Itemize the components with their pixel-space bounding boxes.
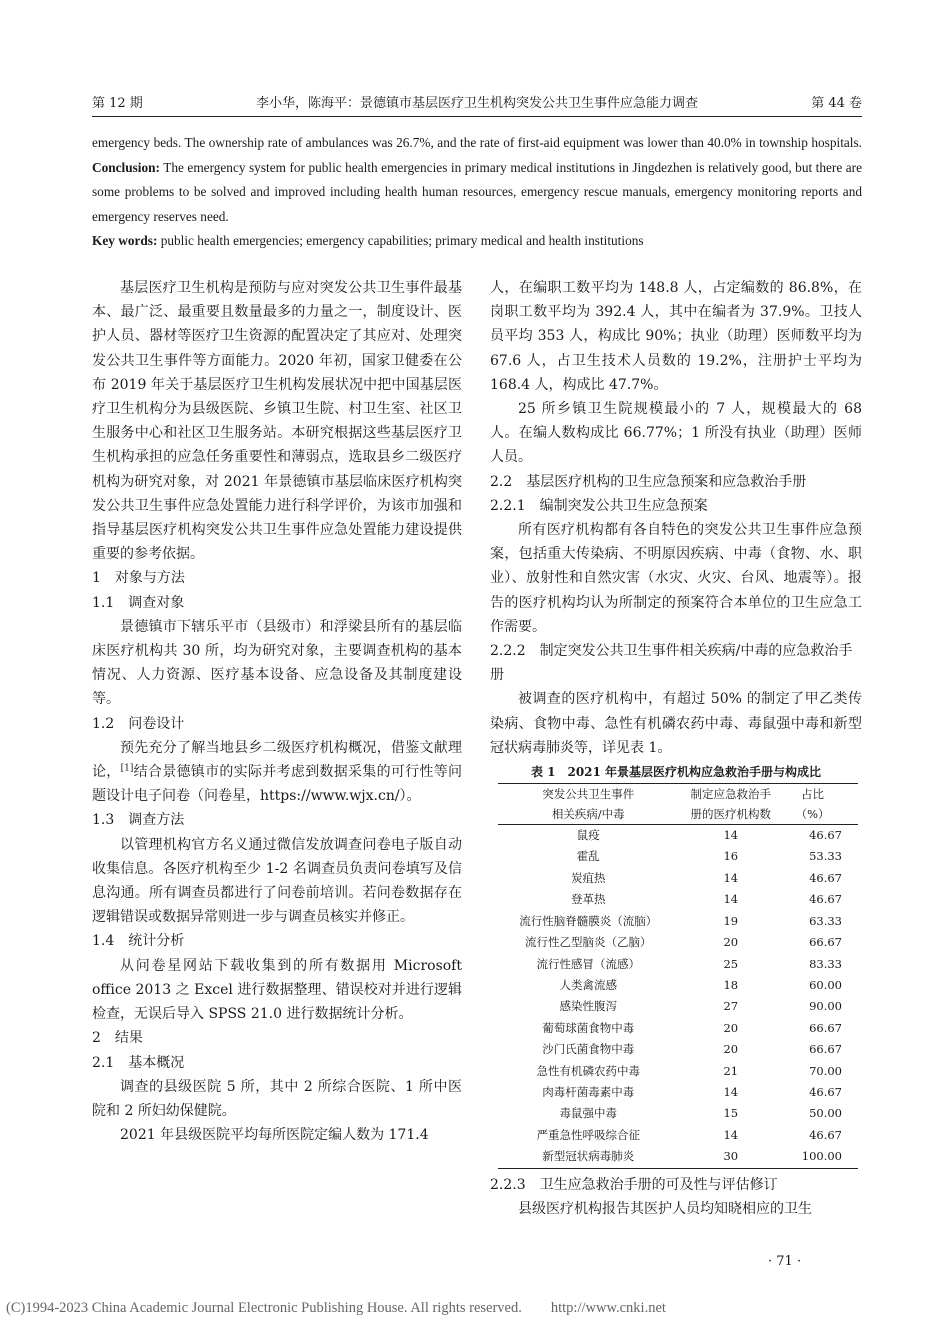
cell-disease: 肉毒杆菌毒素中毒 — [542, 1084, 635, 1099]
cell-count: 14 — [723, 1084, 739, 1099]
cell-count: 30 — [679, 1146, 784, 1168]
col-header-count: 制定应急救治手 — [679, 784, 784, 805]
cell-disease: 霍乱 — [576, 849, 600, 864]
conclusion-label: Conclusion: — [92, 159, 160, 175]
header-title: 李小华，陈海平：景德镇市基层医疗卫生机构突发公共卫生事件应急能力调查 — [255, 96, 698, 111]
cell-count: 25 — [723, 956, 739, 971]
table-row — [498, 1039, 858, 1060]
table-row — [498, 846, 858, 867]
cell-count: 18 — [723, 977, 739, 992]
table-row — [498, 868, 858, 889]
table-1 — [498, 783, 858, 1169]
paragraph: 调查的县级医院 5 所，其中 2 所综合医院、1 所中医院和 2 所妇幼保健院。 — [92, 1078, 462, 1119]
cell-disease: 沙门氏菌食物中毒 — [542, 1042, 635, 1057]
cell-disease: 严重急性呼吸综合征 — [536, 1127, 640, 1142]
cell-pct: 46.67 — [809, 1127, 842, 1142]
section-heading: 2 结果 — [92, 1030, 143, 1047]
cell-disease: 新型冠状病毒肺炎 — [498, 1146, 679, 1168]
table-row — [498, 1061, 858, 1082]
left-column — [92, 276, 462, 1147]
table-row — [498, 932, 858, 953]
subsection-heading: 2.2 基层医疗机构的卫生应急预案和应急救治手册 — [490, 473, 807, 490]
col-header-count-2: 册的医疗机构数 — [679, 804, 784, 825]
col-header-pct: 占比 — [783, 784, 858, 805]
text: 预先充分了解当地县乡二级医疗机构概况，借鉴文献理论， — [92, 739, 462, 781]
cell-pct: 63.33 — [809, 913, 842, 928]
paragraph: 所有医疗机构都有各自特色的突发公共卫生事件应急预案，包括重大传染病、不明原因疾病、中毒（食物、水、职业）、放射性和自然灾害（水灾、火灾、台风、地震等）。报告的医疗机构均认为所制定的预案符合本单位的卫生应急工作需要。 — [490, 522, 862, 635]
cell-count: 14 — [723, 828, 739, 843]
cell-count: 20 — [723, 1042, 739, 1057]
paragraph: 25 所乡镇卫生院规模最小的 7 人，规模最大的 68 人。在编人数构成比 66.77%；1 所没有执业（助理）医师人员。 — [490, 401, 862, 466]
cell-pct: 66.67 — [809, 1020, 842, 1035]
paragraph: 景德镇市下辖乐平市（县级市）和浮梁县所有的基层临床医疗机构共 30 所，均为研究对象，主要调查机构的基本情况、人力资源、医疗基本设备、应急设备及其制度建设等。 — [92, 618, 462, 708]
col-header-pct-2: （%） — [783, 804, 858, 825]
cell-disease: 鼠疫 — [576, 828, 600, 843]
paragraph: 被调查的医疗机构中，有超过 50% 的制定了甲乙类传染病、食物中毒、急性有机磷农药中毒、毒鼠强中毒和新型冠状病毒肺炎等，详见表 1。 — [490, 691, 862, 756]
cell-pct: 50.00 — [809, 1106, 842, 1121]
cell-disease: 感染性腹泻 — [559, 999, 617, 1014]
cell-count: 14 — [723, 892, 739, 907]
subsubsection-heading: 2.2.1 编制突发公共卫生应急预案 — [490, 497, 708, 514]
cell-pct: 60.00 — [809, 977, 842, 992]
keywords-label: Key words: — [92, 233, 158, 248]
table-row — [498, 911, 858, 932]
subsection-heading: 1.4 统计分析 — [92, 933, 185, 950]
table-row — [498, 1103, 858, 1124]
cell-disease: 毒鼠强中毒 — [559, 1106, 617, 1121]
citation-ref[interactable]: [1] — [120, 763, 134, 774]
table-row — [498, 1146, 858, 1168]
cell-count: 16 — [723, 849, 739, 864]
cell-disease: 流行性乙型脑炎（乙脑） — [525, 935, 652, 950]
header-volume: 第 44 卷 — [811, 96, 862, 111]
intro-paragraph: 基层医疗卫生机构是预防与应对突发公共卫生事件最基本、最广泛、最重要且数量最多的力量之一，制度设计、医护人员、器材等医疗卫生资源的配置决定了其应对、处理突发公共卫生事件等方面能力。2020 年初，国家卫健委在公布 2019 年关于基层医疗卫生机构发展状况中把中国基层医疗卫生机构分为县级医院、乡镇卫生院、村卫生室、社区卫生服务中心和社区卫生服务站。本研究根据这些基层医疗卫生机构承担的应急任务重要性和薄弱点，选取县乡二级医疗机构为研究对象，对 2021 年景德镇市基层临床医疗机构突发公共卫生事件应急处置能力进行科学评价，为该市加强和指导基层医疗机构突发公共卫生事件应急处置能力建设提供重要的参考依据。 — [92, 280, 462, 563]
table-row — [498, 996, 858, 1017]
table-caption: 表 1 2021 年景基层医疗机构应急救治手册与构成比 — [530, 765, 822, 780]
cell-pct: 70.00 — [809, 1063, 842, 1078]
table-row — [498, 954, 858, 975]
table-row — [498, 1082, 858, 1103]
cell-count: 14 — [723, 1127, 739, 1142]
cell-pct: 46.67 — [809, 828, 842, 843]
table-row — [498, 889, 858, 910]
table-row — [498, 975, 858, 996]
paragraph — [92, 736, 462, 809]
right-column — [490, 276, 862, 1221]
cell-disease: 葡萄球菌食物中毒 — [542, 1020, 635, 1035]
abstract-text-1: emergency beds. The ownership rate of ambulances was 26.7%, and the rate of first-aid equipment was lower than 40.0% in township hospitals. — [92, 135, 862, 150]
subsection-heading: 2.1 基本概况 — [92, 1054, 185, 1071]
subsubsection-heading: 2.2.2 制定突发公共卫生事件相关疾病/中毒的应急救治手册 — [490, 643, 853, 684]
table-row — [498, 1125, 858, 1146]
header-issue: 第 12 期 — [92, 96, 143, 111]
cell-pct: 46.67 — [809, 870, 842, 885]
subsection-heading: 1.1 调查对象 — [92, 594, 185, 611]
copyright-footer: (C)1994-2023 China Academic Journal Electronic Publishing House. All rights reserved. http://www.cnki.net — [6, 1300, 666, 1316]
keywords-text: public health emergencies; emergency capabilities; primary medical and health institutions — [157, 233, 644, 248]
table-row — [498, 1018, 858, 1039]
cell-count: 27 — [723, 999, 739, 1014]
header-rule — [92, 116, 862, 117]
running-header — [92, 92, 862, 114]
col-header-disease: 突发公共卫生事件 — [498, 784, 679, 805]
cell-pct: 100.00 — [783, 1146, 858, 1168]
cell-count: 19 — [723, 913, 739, 928]
cell-disease: 流行性感冒（流感） — [536, 956, 640, 971]
cell-pct: 46.67 — [809, 892, 842, 907]
cell-disease: 登革热 — [571, 892, 606, 907]
cell-disease: 炭疽热 — [571, 870, 606, 885]
cell-count: 21 — [723, 1063, 739, 1078]
abstract-text-2: The emergency system for public health emergencies in primary medical institutions in Jingdezhen is relatively good, but there are some problems to be solved and improved including health human resources, emergency rescue manuals, emergency monitoring reports and emergency reserves need. — [92, 159, 862, 224]
cell-disease: 流行性脑脊髓膜炎（流脑） — [519, 913, 658, 928]
cell-count: 20 — [723, 1020, 739, 1035]
paragraph: 以管理机构官方名义通过微信发放调查问卷电子版自动收集信息。各医疗机构至少 1-2 名调查员负责问卷填写及信息沟通。所有调查员都进行了问卷前培训。若问卷数据存在逻辑错误或数据异常则进一步与调查员核实并修正。 — [92, 836, 462, 926]
paragraph: 县级医疗机构报告其医护人员均知晓相应的卫生 — [518, 1200, 812, 1217]
paragraph: 2021 年县级医院平均每所医院定编人数为 171.4 — [120, 1127, 429, 1144]
cell-count: 20 — [723, 935, 739, 950]
table-row — [498, 825, 858, 847]
subsubsection-heading: 2.2.3 卫生应急救治手册的可及性与评估修订 — [490, 1176, 778, 1193]
cell-disease: 人类禽流感 — [559, 977, 617, 992]
cell-pct: 53.33 — [809, 849, 842, 864]
cell-count: 14 — [723, 870, 739, 885]
cell-pct: 90.00 — [809, 999, 842, 1014]
paragraph: 从问卷星网站下载收集到的所有数据用 Microsoft office 2013 之 Excel 进行数据整理、错误校对并进行逻辑检查，无误后导入 SPSS 21.0 进行数据统计分析。 — [92, 957, 462, 1023]
cell-count: 15 — [723, 1106, 739, 1121]
text: 结合景德镇市的实际并考虑到数据采集的可行性等问题设计电子问卷（问卷星，https://www.wjx.cn/）。 — [92, 764, 463, 805]
english-abstract — [92, 131, 862, 254]
page-number: · 71 · — [768, 1254, 802, 1269]
section-heading: 1 对象与方法 — [92, 570, 185, 587]
cell-pct: 46.67 — [809, 1084, 842, 1099]
cell-pct: 66.67 — [809, 1042, 842, 1057]
paragraph-continued: 人，在编职工数平均为 148.8 人，占定编数的 86.8%，在岗职工数平均为 392.4 人，其中在编者为 37.9%。卫技人员平均 353 人，构成比 90%；执业（助理）医师数平均为 67.6 人，占卫生技术人员数的 19.2%，注册护士平均为 168.4 人，构成比 47.7%。 — [490, 280, 862, 393]
cell-pct: 83.33 — [809, 956, 842, 971]
subsection-heading: 1.3 调查方法 — [92, 812, 185, 829]
table-body — [498, 825, 858, 1169]
col-header-disease-2: 相关疾病/中毒 — [498, 804, 679, 825]
cell-pct: 66.67 — [809, 935, 842, 950]
cell-disease: 急性有机磷农药中毒 — [536, 1063, 640, 1078]
subsection-heading: 1.2 问卷设计 — [92, 715, 185, 732]
